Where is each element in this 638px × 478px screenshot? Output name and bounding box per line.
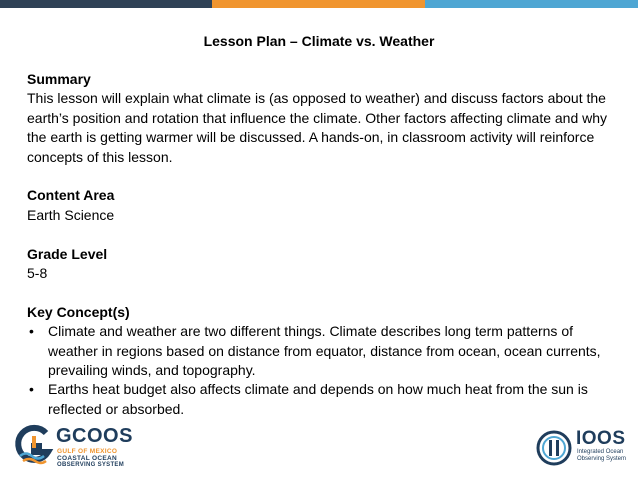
content-area-heading: Content Area: [27, 187, 115, 204]
gcoos-subtitle-1: GULF OF MEXICO: [57, 448, 118, 455]
ioos-emblem-icon: [535, 429, 573, 467]
gcoos-wordmark: GCOOS: [56, 425, 133, 447]
grade-level-heading: Grade Level: [27, 245, 108, 262]
ioos-subtitle-2: Observing System: [577, 456, 627, 462]
key-concepts-heading: Key Concept(s): [27, 303, 130, 320]
summary-heading: Summary: [27, 71, 91, 87]
content-area-value: Earth Science: [27, 206, 115, 223]
key-concept-item: • Climate and weather are two different things. Climate describes long term patterns of weather in regions based on distance from equator, distance from ocean, ocean currents, prevailing winds, and topography.: [27, 322, 612, 380]
ioos-logo: [535, 428, 627, 468]
grade-level-value: 5-8: [27, 265, 48, 282]
lesson-content: [27, 70, 612, 419]
top-bar-blue-segment: [425, 0, 638, 8]
key-concepts-list: [27, 322, 612, 419]
top-bar-navy-segment: [0, 0, 212, 8]
top-color-bar: [0, 0, 638, 8]
page-title: Lesson Plan – Climate vs. Weather: [203, 33, 435, 49]
ioos-subtitle-1: Integrated Ocean: [577, 449, 624, 455]
gcoos-emblem-icon: [12, 424, 54, 468]
gcoos-subtitle-2: COASTAL OCEAN: [57, 455, 117, 462]
summary-text: This lesson will explain what climate is (as opposed to weather) and discuss factors about the earth’s position and rotation that influence the climate. Other factors affecting climate and why the earth is getting warmer will be discussed. A hands-on, in classroom activity will reinforce concepts of this lesson.: [27, 90, 608, 165]
gcoos-logo: [12, 424, 132, 468]
key-concept-item: • Earths heat budget also affects climate and depends on how much heat from the sun is reflected or absorbed.: [27, 380, 612, 419]
gcoos-subtitle-3: OBSERVING SYSTEM: [57, 462, 125, 468]
top-bar-orange-segment: [212, 0, 425, 8]
ioos-wordmark: IOOS: [576, 428, 626, 449]
